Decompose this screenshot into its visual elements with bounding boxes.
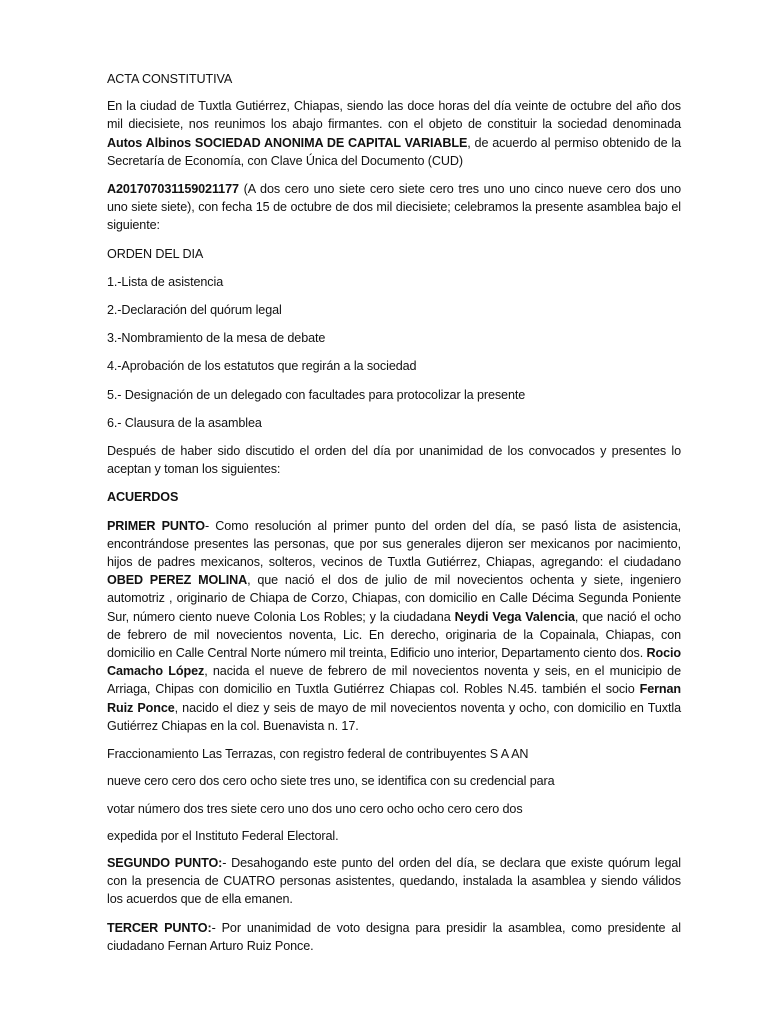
segundo-punto-label: SEGUNDO PUNTO: [107,855,223,870]
primer-punto-text-2: , que nació el dos de julio de mil novecientos ochenta y siete, ingeniero automotriz , originario de Chiapa de Corzo, Chiapas, con domicilio en Calle Décima Segunda Poniente Sur, número ciento nueve Colonia Los Robles; y la ciudadana [107,573,681,624]
document-title: ACTA CONSTITUTIVA [107,72,233,86]
company-name: Autos Albinos SOCIEDAD ANONIMA DE CAPITAL VARIABLE [107,135,468,150]
tercer-punto-text: - Por unanimidad de voto designa para presidir la asamblea, como presidente al ciudadano Fernan Arturo Ruiz Ponce. [107,920,681,953]
agenda-item: 6.- Clausura de la asamblea [107,415,262,430]
agenda-heading: ORDEN DEL DIA [107,246,204,261]
issued-by-line: expedida por el Instituto Federal Electoral. [107,828,339,843]
primer-punto-text-1: - Como resolución al primer punto del orden del día, se pasó lista de asistencia, encontrándose presentes las personas, que por sus generales dijeron ser mexicanos por nacimiento, hijos de padres mexicanos, solteros, vecinos de Tuxtla Gutiérrez, Chiapas, agregando: el ciudadano [107,518,681,570]
agenda-item: 1.-Lista de asistencia [107,274,224,289]
acuerdos-heading: ACUERDOS [107,490,179,505]
intro-text-a: En la ciudad de Tuxtla Gutiérrez, Chiapas, siendo las doce horas del día veinte de octubre del año dos mil diecisiete, nos reunimos los abajo firmantes. con el objeto de constituir la sociedad denominada [107,99,681,132]
person-name-3: Rocio Camacho López [107,646,681,679]
primer-punto-label: PRIMER PUNTO [107,518,205,533]
primer-punto-text-4: , nacida el nueve de febrero de mil novecientos noventa y seis, en el municipio de Arriaga, Chipas con domicilio en Tuxtla Gutiérrez Chiapas col. Robles N.45. también el socio [107,664,681,697]
agenda-item: 5.- Designación de un delegado con facultades para protocolizar la presente [107,387,526,402]
rfc-line: nueve cero cero dos cero ocho siete tres uno, se identifica con su credencial para [107,774,555,789]
person-name-4: Fernan Ruiz Ponce [107,682,681,715]
segundo-punto-paragraph [107,854,681,909]
agenda-item: 4.-Aprobación de los estatutos que regirán a la sociedad [107,359,417,374]
segundo-punto-text: - Desahogando este punto del orden del día, se declara que existe quórum legal con la presencia de CUATRO personas asistentes, quedando, instalada la asamblea y siendo válidos los acuerdos que de ella emanen. [107,855,682,907]
primer-punto-text-5: , nacido el diez y seis de mayo de mil novecientos noventa y ocho, con domicilio en Tuxtla Gutiérrez Chiapas en la col. Buenavista n. 17. [107,700,681,733]
cud-paragraph [107,180,681,235]
fraccionamiento-line: Fraccionamiento Las Terrazas, con registro federal de contribuyentes S A AN [107,747,529,762]
agenda-accepted-paragraph: Después de haber sido discutido el orden del día por unanimidad de los convocados y presentes lo aceptan y toman los siguientes: [107,444,681,477]
tercer-punto-label: TERCER PUNTO: [107,920,212,935]
person-name-1: OBED PEREZ MOLINA [107,573,248,588]
intro-paragraph [107,97,681,170]
cud-code: A201707031159021177 [107,182,239,197]
tercer-punto-paragraph [107,919,681,955]
agenda-item: 3.-Nombramiento de la mesa de debate [107,331,326,346]
person-name-2: Neydi Vega Valencia [454,609,575,624]
agenda-item: 2.-Declaración del quórum legal [107,303,282,318]
credential-line: votar número dos tres siete cero uno dos uno cero ocho ocho cero cero dos [107,801,523,816]
cud-text: (A dos cero uno siete cero siete cero tres uno uno cinco nueve cero dos uno uno siete siete), con fecha 15 de octubre de dos mil diecisiete; celebramos la presente asamblea bajo el siguiente: [107,182,681,233]
intro-text-b: , de acuerdo al permiso obtenido de la Secretaría de Economía, con Clave Única del Documento (CUD) [107,135,682,168]
primer-punto-paragraph [107,517,681,735]
primer-punto-text-3: , que nació el ocho de febrero de mil novecientos noventa, Lic. En derecho, originaria de la Copainala, Chiapas, con domicilio en Calle Central Norte número mil treinta, Edificio uno interior, Departamento ciento dos. [107,609,681,661]
